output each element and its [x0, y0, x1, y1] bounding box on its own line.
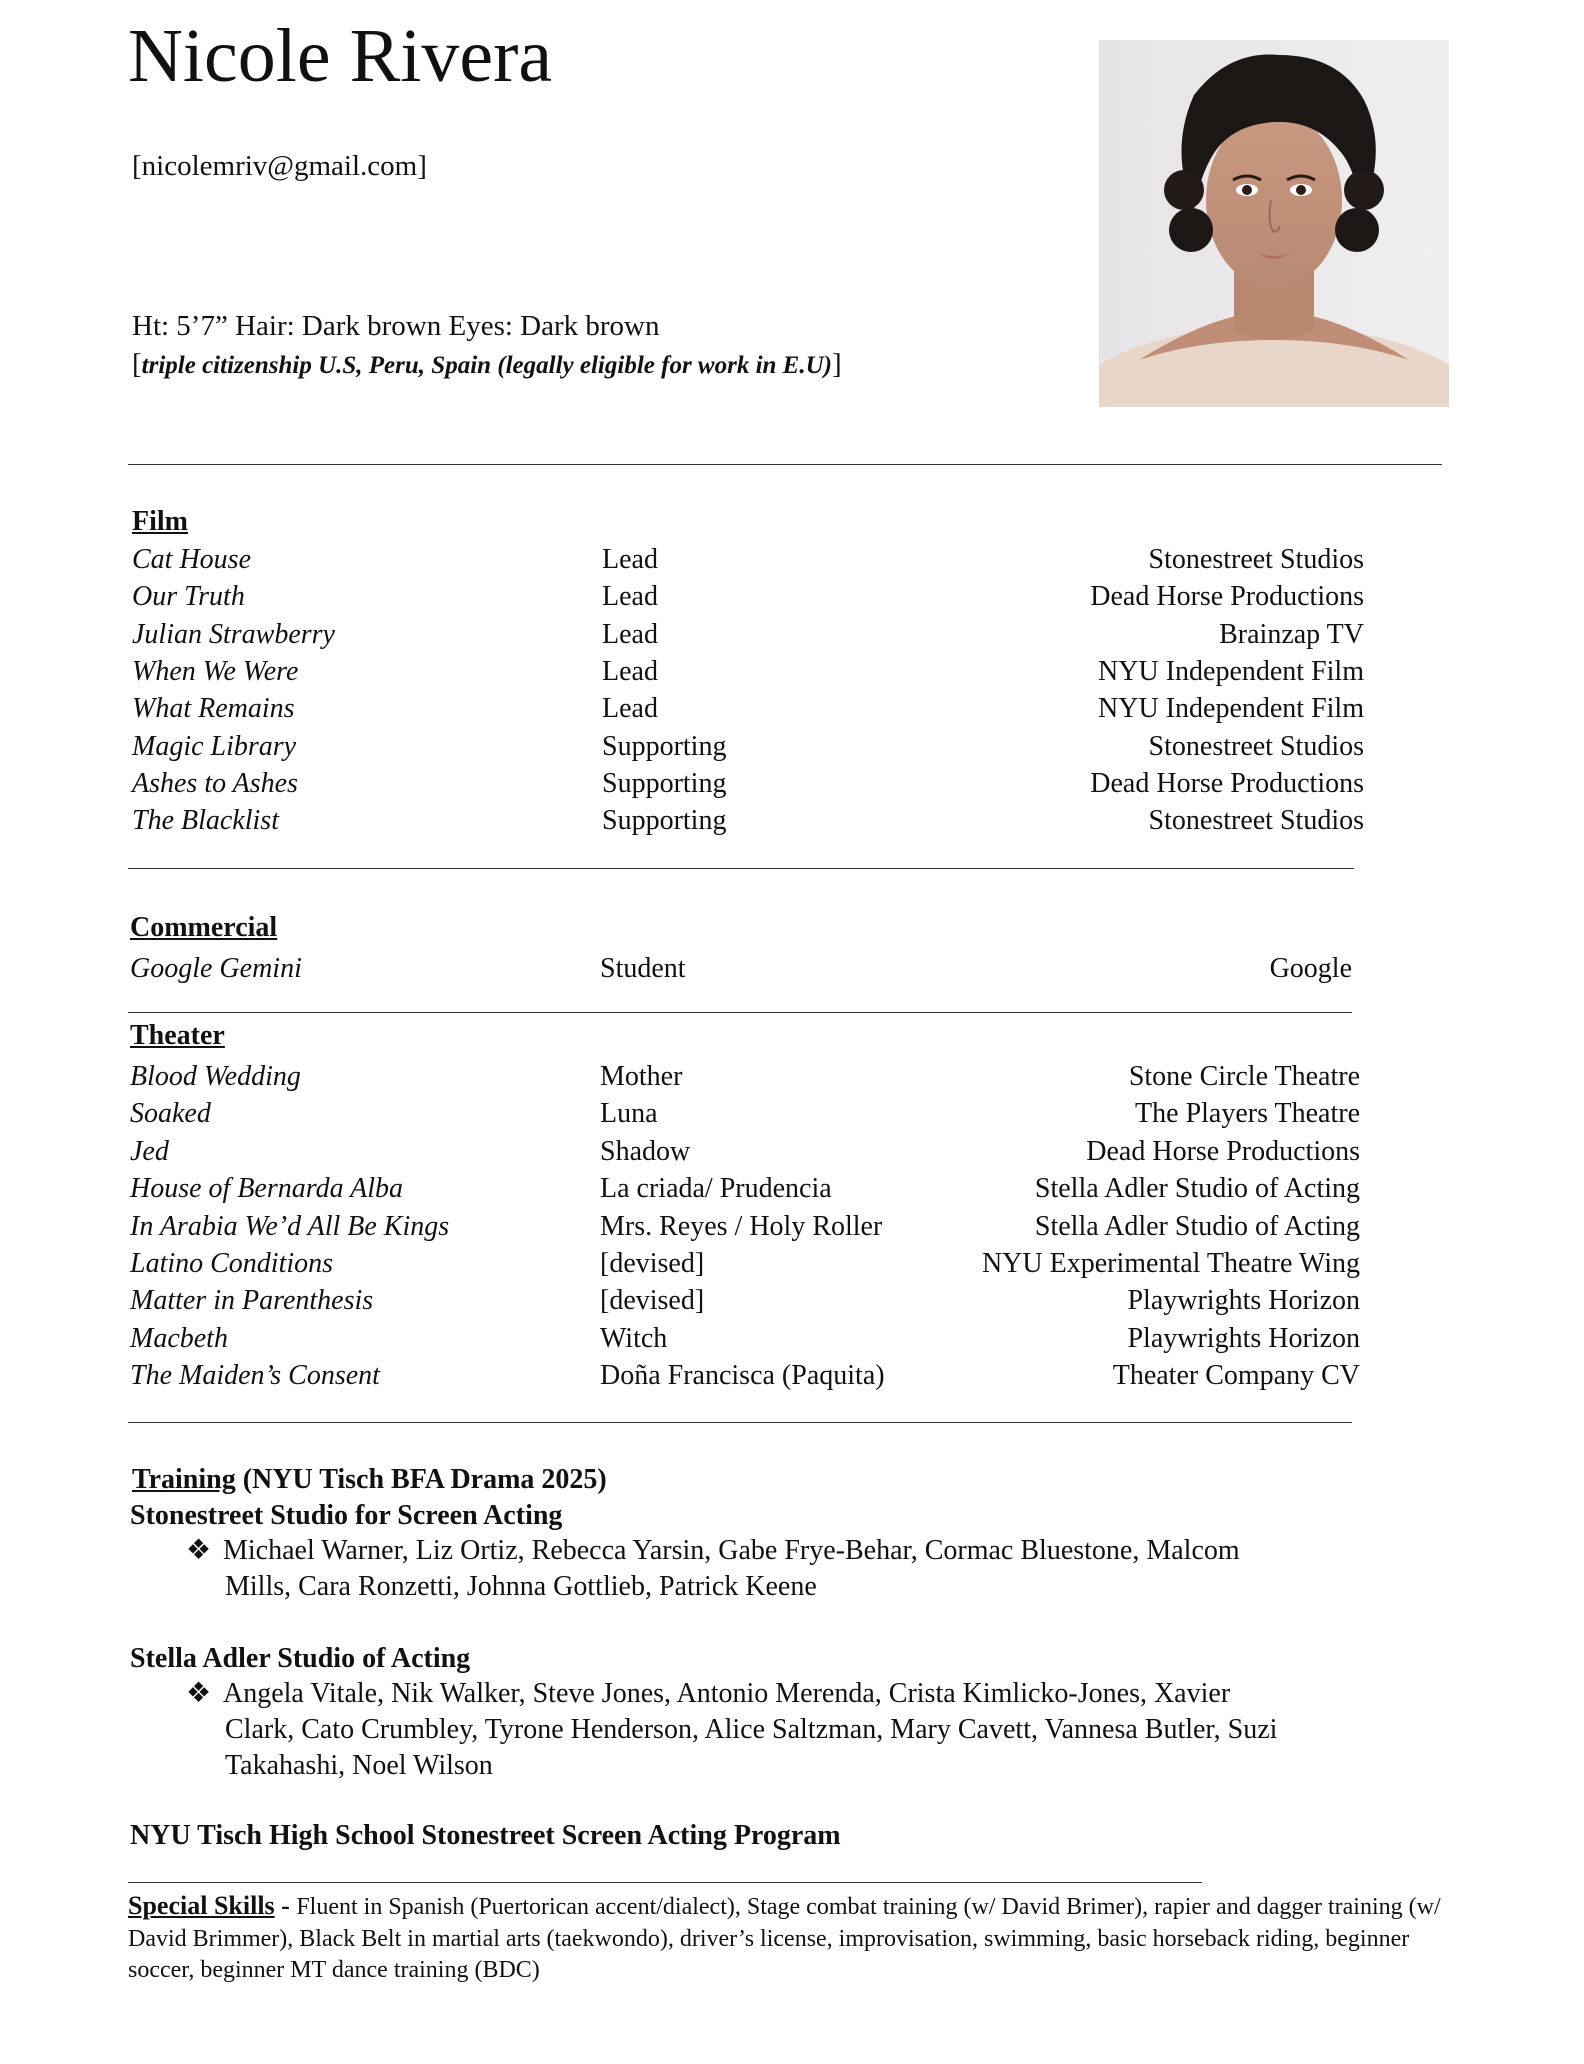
- credit-company: Dead Horse Productions: [1090, 767, 1364, 799]
- diamond-bullet-icon: ❖: [186, 1678, 212, 1709]
- credit-row: [132, 541, 1364, 578]
- credit-role: La criada/ Prudencia: [600, 1173, 832, 1205]
- physical-stats: Ht: 5’7” Hair: Dark brown Eyes: Dark brown: [132, 310, 660, 342]
- credit-role: Lead: [602, 693, 658, 725]
- citizenship-open-bracket: [: [132, 348, 142, 380]
- credit-role: Student: [600, 953, 686, 984]
- credit-company: Playwrights Horizon: [1127, 1285, 1360, 1317]
- email-address: [nicolemriv@gmail.com]: [132, 150, 427, 182]
- credit-row: [132, 616, 1364, 653]
- credit-title: House of Bernarda Alba: [130, 1173, 403, 1205]
- diamond-bullet-icon: ❖: [186, 1535, 212, 1566]
- credit-row: [130, 1282, 1360, 1319]
- credit-company: Stone Circle Theatre: [1128, 1061, 1360, 1092]
- training-heading: [132, 1464, 607, 1496]
- credit-row: [130, 1058, 1360, 1095]
- credit-row: [132, 802, 1364, 839]
- credit-title: Google Gemini: [130, 953, 302, 984]
- credit-row: [132, 653, 1364, 690]
- credit-company: Dead Horse Productions: [1090, 581, 1364, 613]
- credit-company: Google: [1269, 953, 1352, 984]
- teachers-line: Angela Vitale, Nik Walker, Steve Jones, Antonio Merenda, Crista Kimlicko-Jones, Xavier: [223, 1678, 1231, 1709]
- credit-title: The Blacklist: [132, 805, 279, 837]
- credit-title: Magic Library: [132, 730, 297, 762]
- credit-role: Supporting: [602, 730, 727, 762]
- credit-role: Witch: [600, 1322, 668, 1354]
- credit-company: NYU Independent Film: [1098, 655, 1364, 687]
- credit-title: Macbeth: [130, 1322, 228, 1354]
- credit-company: Playwrights Horizon: [1127, 1322, 1360, 1354]
- credit-title: Jed: [130, 1135, 169, 1167]
- credit-company: Stella Adler Studio of Acting: [1034, 1210, 1360, 1242]
- divider: [128, 1012, 1352, 1013]
- special-skills-text: Fluent in Spanish (Puertorican accent/dialect), Stage combat training (w/ David Brimer), rapier and dagger training (w/ David Brimmer), Black Belt in martial arts (taekwondo), driver’s license, improvisation, swimming, basic horseback riding, beginner soccer, beginner MT dance training (BDC): [128, 1894, 1441, 1983]
- special-skills: [128, 1890, 1448, 1987]
- theater-heading: Theater: [130, 1020, 225, 1051]
- credit-row: [130, 1133, 1360, 1170]
- credit-title: Blood Wedding: [130, 1061, 301, 1092]
- credit-company: Stonestreet Studios: [1148, 544, 1364, 575]
- film-heading: Film: [132, 506, 188, 537]
- citizenship-note: [132, 348, 842, 381]
- credit-title: Julian Strawberry: [132, 618, 335, 650]
- credit-role: [devised]: [600, 1285, 705, 1317]
- divider: [128, 1422, 1352, 1423]
- credit-title: In Arabia We’d All Be Kings: [130, 1210, 450, 1242]
- credit-row: [130, 1357, 1360, 1394]
- credit-role: Shadow: [600, 1135, 691, 1167]
- headshot-icon: [1099, 40, 1449, 407]
- teachers-line: Clark, Cato Crumbley, Tyrone Henderson, Alice Saltzman, Mary Cavett, Vannesa Butler, Suzi: [225, 1714, 1278, 1745]
- credit-row: [132, 728, 1364, 765]
- teachers-line: Michael Warner, Liz Ortiz, Rebecca Yarsin, Gabe Frye-Behar, Cormac Bluestone, Malcom: [223, 1535, 1240, 1566]
- divider: [128, 1882, 1202, 1883]
- citizenship-close-bracket: ]: [831, 348, 842, 380]
- credit-title: The Maiden’s Consent: [130, 1360, 380, 1392]
- divider: [128, 464, 1442, 465]
- training-heading-label: Training: [132, 1464, 236, 1495]
- resume-name: Nicole Rivera: [128, 14, 553, 98]
- credit-title: Matter in Parenthesis: [130, 1285, 374, 1317]
- special-skills-heading: Special Skills: [128, 1891, 275, 1920]
- teachers-line: Takahashi, Noel Wilson: [225, 1750, 493, 1781]
- credit-row: [130, 1245, 1360, 1282]
- credit-role: Lead: [602, 581, 658, 613]
- citizenship-text: triple citizenship U.S, Peru, Spain (legally eligible for work in E.U): [141, 352, 832, 379]
- credit-company: NYU Independent Film: [1098, 693, 1364, 725]
- credit-row: [130, 1208, 1360, 1245]
- credit-row: [130, 1320, 1360, 1357]
- credit-company: The Players Theatre: [1135, 1098, 1360, 1130]
- credit-role: Luna: [600, 1098, 658, 1130]
- credit-company: Brainzap TV: [1219, 618, 1364, 650]
- credit-role: Mrs. Reyes / Holy Roller: [600, 1210, 883, 1242]
- credit-row: [130, 1170, 1360, 1207]
- credit-company: Stonestreet Studios: [1148, 805, 1364, 837]
- credit-role: Mother: [600, 1061, 683, 1092]
- credit-title: When We Were: [132, 655, 299, 687]
- credit-row: [132, 690, 1364, 727]
- credit-role: Doña Francisca (Paquita): [600, 1360, 885, 1392]
- headshot-photo: [1099, 40, 1449, 407]
- training-adler-title: Stella Adler Studio of Acting: [130, 1643, 471, 1674]
- training-stonestreet-teachers: [186, 1533, 1386, 1613]
- credit-company: Theater Company CV: [1112, 1360, 1360, 1392]
- training-adler-teachers: [186, 1676, 1386, 1786]
- credit-row: [132, 578, 1364, 615]
- credit-title: Our Truth: [132, 581, 245, 613]
- credit-title: Latino Conditions: [130, 1248, 334, 1279]
- credit-row: [130, 950, 1352, 987]
- credit-row: [130, 1095, 1360, 1132]
- credit-company: Stella Adler Studio of Acting: [1034, 1173, 1360, 1205]
- credit-role: Supporting: [602, 767, 727, 799]
- credit-title: What Remains: [132, 693, 295, 725]
- credit-title: Soaked: [130, 1098, 211, 1130]
- training-heading-suffix: (NYU Tisch BFA Drama 2025): [235, 1464, 607, 1495]
- credit-company: Dead Horse Productions: [1086, 1135, 1360, 1167]
- credit-row: [132, 765, 1364, 802]
- training-hs-program: NYU Tisch High School Stonestreet Screen Acting Program: [130, 1820, 841, 1851]
- credit-company: NYU Experimental Theatre Wing: [981, 1248, 1360, 1279]
- credit-company: Stonestreet Studios: [1148, 730, 1364, 762]
- credit-title: Ashes to Ashes: [132, 767, 298, 799]
- commercial-heading: Commercial: [130, 912, 278, 943]
- credit-role: Supporting: [602, 805, 727, 837]
- teachers-line: Mills, Cara Ronzetti, Johnna Gottlieb, Patrick Keene: [225, 1571, 817, 1602]
- credit-role: [devised]: [600, 1248, 705, 1279]
- special-skills-dash: -: [274, 1891, 297, 1920]
- training-stonestreet-title: Stonestreet Studio for Screen Acting: [130, 1500, 563, 1531]
- credit-role: Lead: [602, 655, 658, 687]
- credit-role: Lead: [602, 544, 658, 575]
- divider: [128, 868, 1354, 869]
- credit-title: Cat House: [132, 544, 251, 575]
- credit-role: Lead: [602, 618, 658, 650]
